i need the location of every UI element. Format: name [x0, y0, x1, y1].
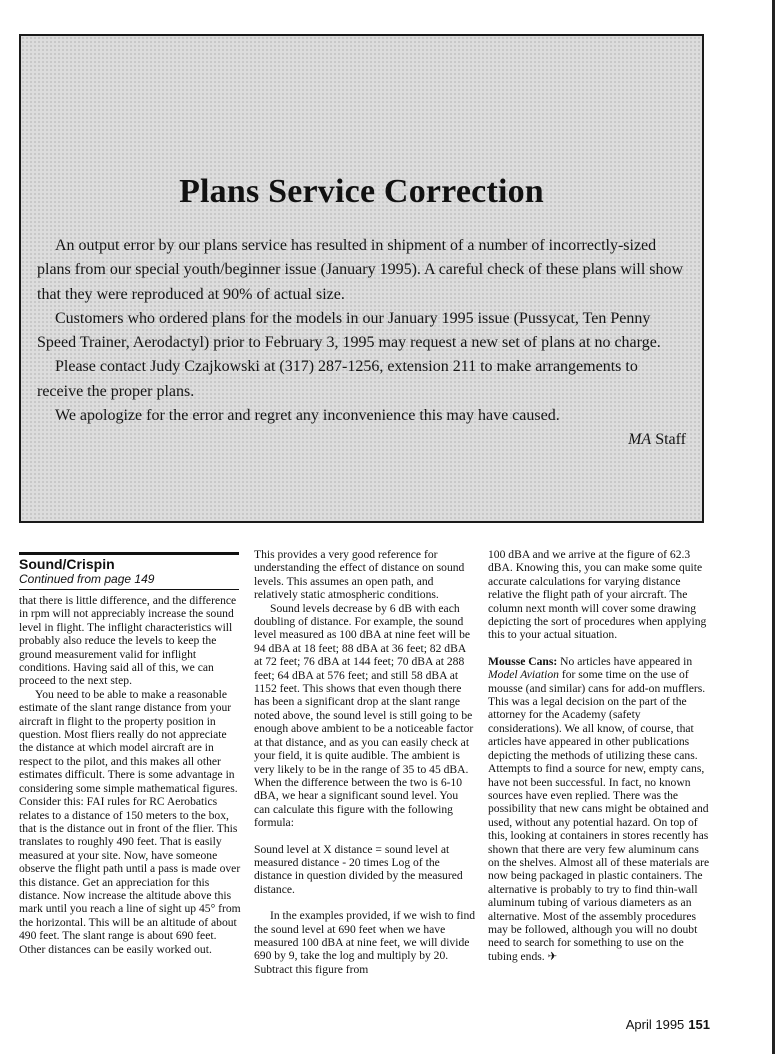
section-rule [19, 552, 239, 555]
section-divider [19, 589, 239, 590]
notice-paragraph: Customers who ordered plans for the models in our January 1995 issue (Pussycat, Ten Penny Speed Trainer, Aerodactyl) prior to February 3, 1995 may request a new set of plans at no charge. [37, 309, 661, 352]
notice-paragraph: We apologize for the error and regret any inconvenience this may have caused. [55, 407, 560, 425]
article-paragraph: 100 dBA and we arrive at the figure of 62.3 dBA. Knowing this, you can make some quite accurate calculations for varying distance relative the flight path of your aircraft. The column next month will cover some drawing depicting the sort of procedures when applying this to your actual situation. [488, 548, 707, 642]
page-folio [626, 1017, 710, 1032]
article-paragraph: In the examples provided, if we wish to find the sound level at 690 feet when we have measured 100 dBA at nine feet, we will divide 690 by 9, take the log and multiply by 20. Subtract this figure from [254, 909, 476, 976]
notice-paragraph: Please contact Judy Czajkowski at (317) 287-1256, extension 211 to make arrangements to receive the proper plans. [37, 358, 638, 400]
mousse-text-a: No articles have appeared in [557, 654, 693, 668]
article-paragraph: that there is little difference, and the difference in rpm will not appreciably increase the sound level in flight. The inflight characteristics will probably also reduce the levels to keep the ground measurement valid for inflight conditions. Having said all of this, we can proceed to the next step. [19, 594, 237, 688]
signature-magazine: MA [628, 431, 652, 449]
article-column-2 [254, 548, 476, 976]
article-paragraph: You need to be able to make a reasonable estimate of the slant range distance from your aircraft in flight to the property position in question. Most fliers really do not appreciate the distance at which model aircraft are in respect to the pilot, and this makes all other estimates difficult. There is some advantage in considering some simple mathematical figures. Consider this: FAI rules for RC Aerobatics relates to a distance of 150 meters to the box, that is the distance out in front of the flier. This translates to roughly 490 feet. That is easily measured at your site. Now, have someone observe the flight path until a pass is made over this distance. Get an appreciation for this distance. Now increase the altitude above this mark until you reach a line of sight up 45° from the horizontal. This will be an altitude of about 490 feet. The slant range is about 690 feet. Other distances can be easily worked out. [19, 687, 241, 956]
article-paragraph: Sound levels decrease by 6 dB with each doubling of distance. For example, the sound level measured as 100 dBA at nine feet will be 94 dBA at 18 feet; 88 dBA at 36 feet; 82 dBA at 72 feet; 76 dBA at 144 feet; 70 dBA at 288 feet; 64 dBA at 576 feet; and still 58 dBA at 1152 feet. This shows that even though there has been a significant drop at the slant range noted above, the sound level is still going to be enough above ambient to be a noticeable factor at that distance, and as you can easily check at your field, it is quite audible. The ambient is very likely to be in the range of 35 to 45 dBA. When the difference between the two is 6-10 dBA, we hear a significant sound level. You can calculate this figure with the following formula: [254, 601, 474, 830]
notice-title: Plans Service Correction [179, 173, 544, 210]
formula-paragraph: Sound level at X distance = sound level at measured distance - 20 times Log of the distance in question divided by the measured distance. [254, 842, 463, 896]
article-paragraph: This provides a very good reference for understanding the effect of distance on sound levels. This assumes an open path, and relatively static atmospheric conditions. [254, 548, 465, 602]
continued-from-label: Continued from page 149 [19, 572, 155, 586]
section-title: Sound/Crispin [19, 556, 115, 572]
page-number: 151 [688, 1017, 710, 1032]
notice-paragraph: An output error by our plans service has resulted in shipment of a number of incorrectly-sized plans from our special youth/beginner issue (January 1995). A careful check of these plans will show that they were reproduced at 90% of actual size. [37, 237, 684, 303]
correction-notice-box [19, 34, 704, 523]
signature-staff: Staff [651, 431, 686, 449]
article-column-1 [19, 548, 241, 956]
mousse-text-b: for some time on the use of mousse (and similar) cans for add-on mufflers. This was a legal decision on the part of the attorney for the Academy (safety considerations). We all know, of course, that articles have appeared in other publications depicting the methods of utilizing these cans. Attempts to find a source for new, empty cans, have not been successful. In fact, no known sources have even replied. There was the possibility that new cans might be obtained and used, without any potential hazard. On top of this, looking at containers in stores recently has shown that there are very few aluminum cans on the shelves. Almost all of these materials are now being packaged in plastic containers. The alternative is probably to try to find thin-wall aluminum tubing of various diameters as an alternative. Most of the assembly procedures may be followed, although you will no doubt need to search for something to use on the tubing ends. ✈ [488, 668, 710, 963]
article-column-3 [488, 548, 710, 963]
paragraph-gap [254, 830, 476, 843]
mousse-cans-paragraph [488, 655, 710, 963]
issue-date: April 1995 [625, 1017, 685, 1032]
notice-body [37, 234, 686, 452]
notice-signature [37, 428, 686, 452]
paragraph-gap [488, 642, 710, 655]
magazine-name: Model Aviation [488, 668, 559, 682]
paragraph-gap [254, 896, 476, 909]
mousse-cans-heading: Mousse Cans: [488, 654, 558, 668]
